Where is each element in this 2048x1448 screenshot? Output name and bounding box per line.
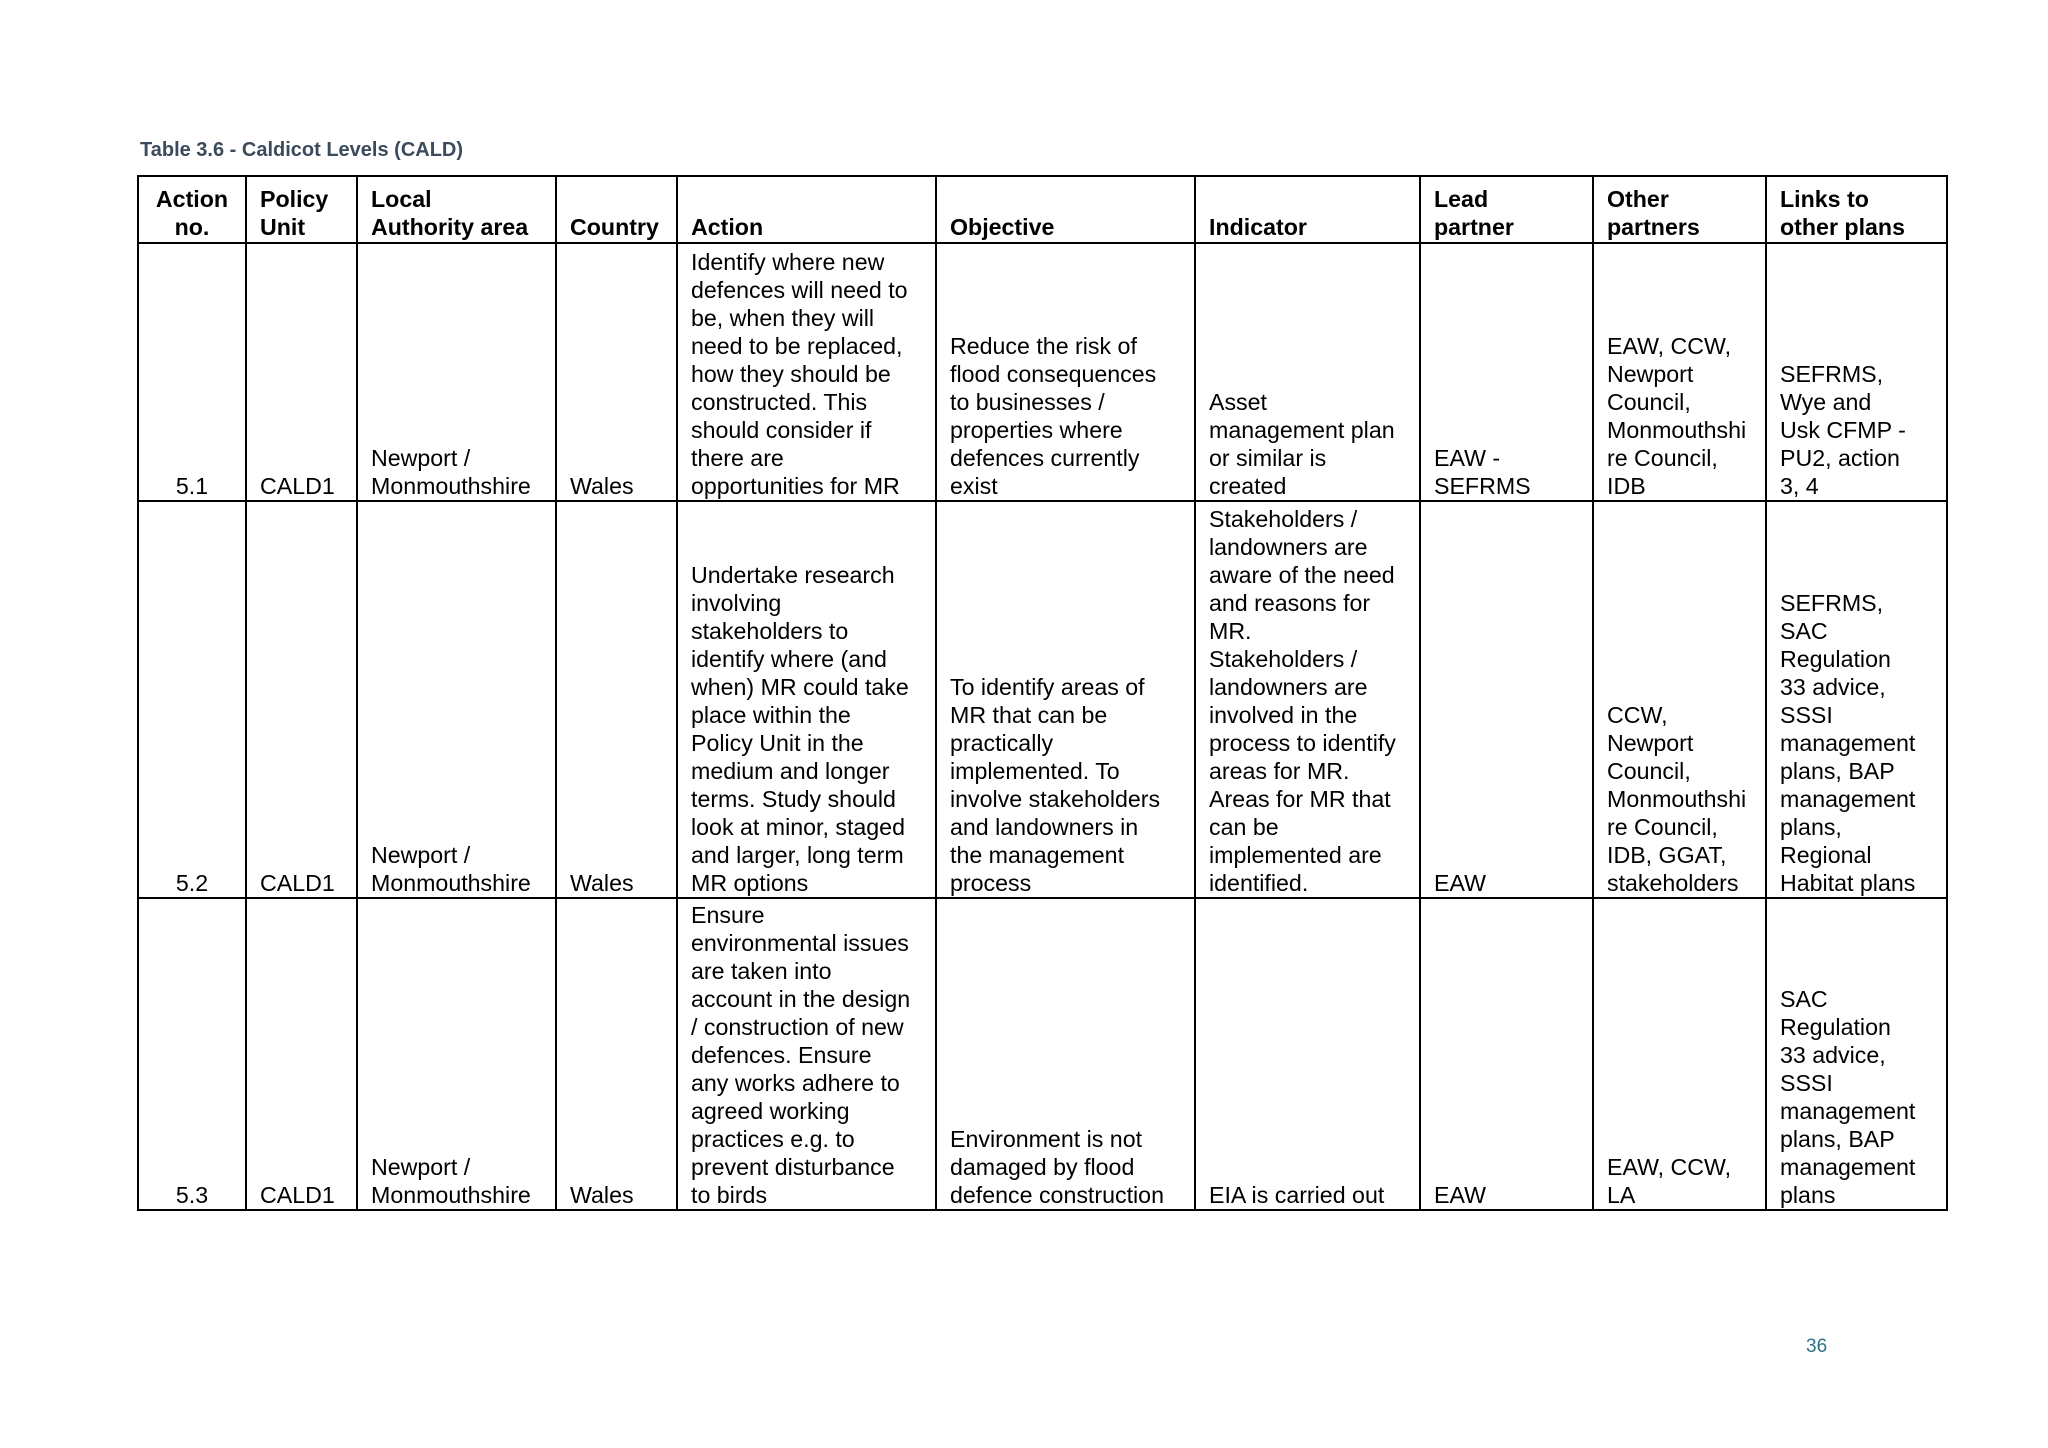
cell-local-authority: Newport / Monmouthshire (357, 243, 556, 501)
cell-objective: Environment is not damaged by flood defence construction (936, 898, 1195, 1210)
cell-lead-partner: EAW - SEFRMS (1420, 243, 1593, 501)
header-action: Action (677, 176, 936, 243)
cell-country: Wales (556, 898, 677, 1210)
cell-indicator: EIA is carried out (1195, 898, 1420, 1210)
header-local-authority: Local Authority area (357, 176, 556, 243)
cell-objective: To identify areas of MR that can be practically implemented. To involve stakeholders and landowners in the management process (936, 501, 1195, 898)
cell-action-no: 5.2 (138, 501, 246, 898)
header-country: Country (556, 176, 677, 243)
cell-links: SAC Regulation 33 advice, SSSI management plans, BAP management plans (1766, 898, 1947, 1210)
cell-action: Ensure environmental issues are taken into account in the design / construction of new defences. Ensure any works adhere to agreed working practices e.g. to prevent disturbance to birds (677, 898, 936, 1210)
cell-action-no: 5.1 (138, 243, 246, 501)
cell-action: Undertake research involving stakeholders to identify where (and when) MR could take place within the Policy Unit in the medium and longer terms. Study should look at minor, staged and larger, long term MR options (677, 501, 936, 898)
cell-indicator: Asset management plan or similar is created (1195, 243, 1420, 501)
table-header-row (138, 176, 1947, 243)
cell-links: SEFRMS, SAC Regulation 33 advice, SSSI management plans, BAP management plans, Regional Habitat plans (1766, 501, 1947, 898)
header-objective: Objective (936, 176, 1195, 243)
header-indicator: Indicator (1195, 176, 1420, 243)
cell-action: Identify where new defences will need to be, when they will need to be replaced, how they should be constructed. This should consider if there are opportunities for MR (677, 243, 936, 501)
actions-table (137, 175, 1948, 1211)
cell-other-partners: EAW, CCW, LA (1593, 898, 1766, 1210)
table-caption: Table 3.6 - Caldicot Levels (CALD) (140, 139, 464, 161)
cell-indicator: Stakeholders / landowners are aware of the need and reasons for MR. Stakeholders / landowners are involved in the process to identify areas for MR. Areas for MR that can be implemented are identified. (1195, 501, 1420, 898)
cell-lead-partner: EAW (1420, 898, 1593, 1210)
cell-country: Wales (556, 243, 677, 501)
header-other-partners: Other partners (1593, 176, 1766, 243)
header-links: Links to other plans (1766, 176, 1947, 243)
header-lead-partner: Lead partner (1420, 176, 1593, 243)
cell-policy-unit: CALD1 (246, 501, 357, 898)
table-row (138, 501, 1947, 898)
cell-lead-partner: EAW (1420, 501, 1593, 898)
cell-policy-unit: CALD1 (246, 898, 357, 1210)
header-action-no: Action no. (138, 176, 246, 243)
table-row (138, 243, 1947, 501)
cell-links: SEFRMS, Wye and Usk CFMP - PU2, action 3, 4 (1766, 243, 1947, 501)
cell-action-no: 5.3 (138, 898, 246, 1210)
header-policy-unit: Policy Unit (246, 176, 357, 243)
cell-objective: Reduce the risk of flood consequences to businesses / properties where defences currently exist (936, 243, 1195, 501)
cell-other-partners: CCW, Newport Council, Monmouthshi re Council, IDB, GGAT, stakeholders (1593, 501, 1766, 898)
table-row (138, 898, 1947, 1210)
cell-other-partners: EAW, CCW, Newport Council, Monmouthshi re Council, IDB (1593, 243, 1766, 501)
cell-local-authority: Newport / Monmouthshire (357, 501, 556, 898)
cell-policy-unit: CALD1 (246, 243, 357, 501)
cell-local-authority: Newport / Monmouthshire (357, 898, 556, 1210)
page-number: 36 (1806, 1336, 1828, 1357)
cell-country: Wales (556, 501, 677, 898)
